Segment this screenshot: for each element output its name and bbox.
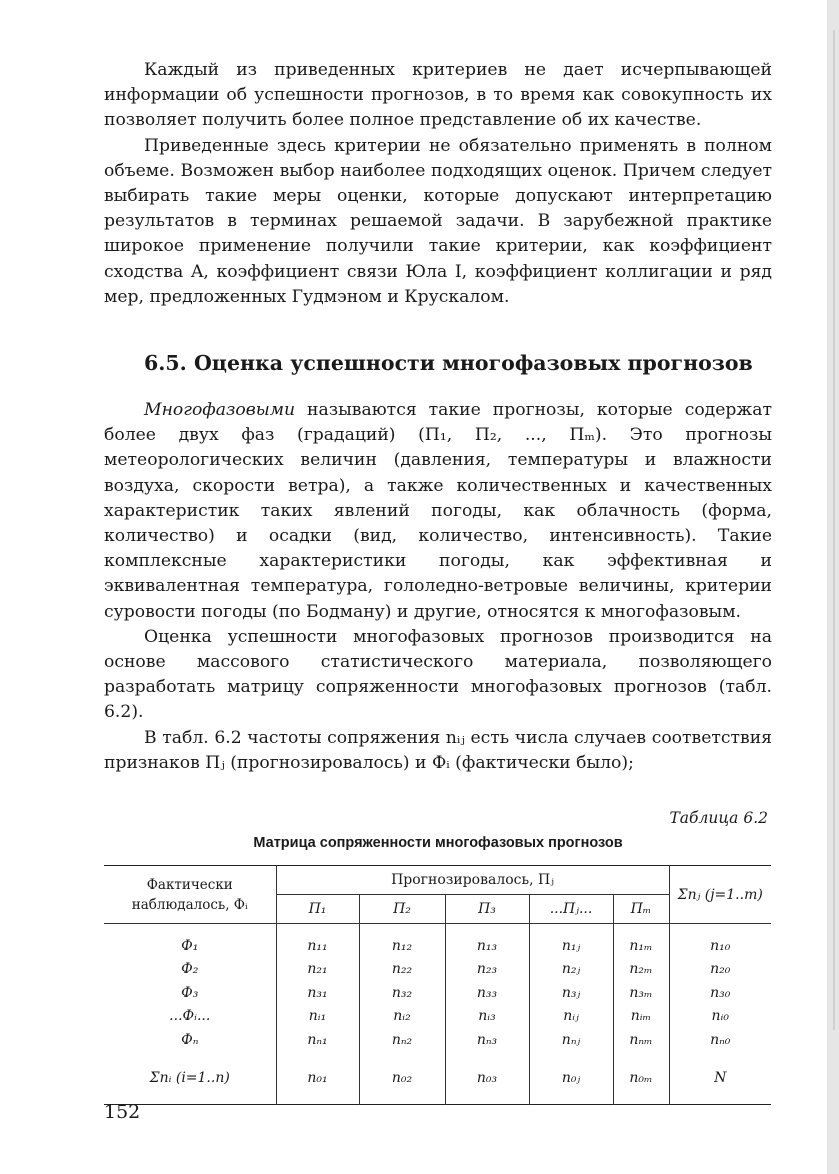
table-cell: n₁₀ [669,924,771,958]
table-cell: n₂ⱼ [529,958,613,982]
subheader-1: П₁ [276,895,359,924]
table-title: Матрица сопряженности многофазовых прогнозов [253,835,623,852]
row-label: Фₙ [181,1031,199,1048]
paragraph-3-lead: Многофазовыми [144,400,296,421]
subheader-5: Пₘ [613,895,669,924]
col-forecast-group-header: Прогнозировалось, Пⱼ [276,866,669,895]
table-row [104,924,771,958]
table-row [104,1005,771,1029]
sum-cell: n₀₁ [276,1052,359,1105]
table-cell: nₙ₃ [445,1028,529,1052]
table-cell: nₙₘ [613,1028,669,1052]
page-body [104,58,772,1105]
row-label: Ф₃ [181,984,199,1001]
paragraph-2-text: Приведенные здесь критерии не обязательно применять в полном объеме. Возможен выбор наиболее подходящих оценок. Причем следует выбирать такие меры оценки, которые допускают интерпретацию результатов в терминах решаемой задачи. В зарубежной практике широкое применение получили такие критерии, как коэффициент сходства A, коэффициент связи Юла I, коэффициент коллигации и ряд мер, предложенных Гудмэном и Крускалом. [104,135,772,307]
table-row [104,958,771,982]
table-caption: Таблица 6.2 [669,809,768,828]
table-cell: n₂₃ [445,958,529,982]
paragraph-3 [104,398,772,625]
table-cell: n₃ₘ [613,981,669,1005]
col-sum-header [669,866,771,924]
paragraph-5: В табл. 6.2 частоты сопряжения nᵢⱼ есть числа случаев соответствия признаков Пⱼ (прогнозировалось) и Фᵢ (фактически было); [104,727,772,773]
table-cell: nᵢₘ [613,1005,669,1029]
row-label: ...Фᵢ... [169,1008,211,1025]
subheader-4: ...Пⱼ... [529,895,613,924]
row-label: Ф₁ [181,937,199,954]
sum-cell: n₀₃ [445,1052,529,1105]
table-cell: n₁₁ [276,924,359,958]
table-cell: n₁ₘ [613,924,669,958]
table-cell: n₁ⱼ [529,924,613,958]
sum-row-label: Σnᵢ (i=1..n) [149,1069,230,1086]
contingency-table [104,865,771,1105]
table-cell: n₁₂ [359,924,445,958]
col-sum-header-text: Σnⱼ (j=1..m) [677,886,763,903]
table-cell: nᵢⱼ [529,1005,613,1029]
table-cell: n₃₁ [276,981,359,1005]
table-cell: nₙⱼ [529,1028,613,1052]
subheader-3: П₃ [445,895,529,924]
paragraph-3-text: называются такие прогнозы, которые содержат более двух фаз (градаций) (П₁, П₂, ..., Пₘ). Это прогнозы метеорологических величин (давления, температуры и влажности воздуха, скорости ветра), а также количественных и качественных характеристик таких явлений погоды, как облачность (форма, количество) и осадки (вид, количество, интенсивность). Такие комплексные характеристики погоды, как эффективная и эквивалентная температура, гололедно-ветровые величины, критерии суровости погоды (по Бодману) и другие, относятся к многофазовым. [104,400,772,622]
page-edge [827,0,839,1174]
table-cell: n₁₃ [445,924,529,958]
table-cell: nᵢ₃ [445,1005,529,1029]
table-row [104,981,771,1005]
table-cell: n₂ₘ [613,958,669,982]
page-edge-line [833,30,835,1030]
paragraph-2 [104,134,772,310]
page-number: 152 [104,1101,141,1123]
sum-cell: n₀ⱼ [529,1052,613,1105]
table-cell: nₙ₁ [276,1028,359,1052]
sum-cell: n₀ₘ [613,1052,669,1105]
sum-row [104,1052,771,1105]
col-observed-header: Фактически наблюдалось, Фᵢ [104,866,276,924]
section-title: 6.5. Оценка успешности многофазовых прогнозов [144,351,753,376]
table-cell: n₃₃ [445,981,529,1005]
sum-cell: N [669,1052,771,1105]
table-cell: nₙ₀ [669,1028,771,1052]
table-cell: n₃ⱼ [529,981,613,1005]
subheader-2: П₂ [359,895,445,924]
row-label: Ф₂ [181,961,199,978]
table-cell: n₂₀ [669,958,771,982]
table-cell: nᵢ₀ [669,1005,771,1029]
table-cell: n₂₂ [359,958,445,982]
table-row [104,1028,771,1052]
table-cell: n₃₂ [359,981,445,1005]
paragraph-4: Оценка успешности многофазовых прогнозов производится на основе массового статистического материала, позволяющего разработать матрицу сопряженности многофазовых прогнозов (табл. 6.2). [104,626,772,723]
table-cell: nᵢ₂ [359,1005,445,1029]
table-cell: nᵢ₁ [276,1005,359,1029]
table-cell: n₃₀ [669,981,771,1005]
table-cell: n₂₁ [276,958,359,982]
sum-cell: n₀₂ [359,1052,445,1105]
table-cell: nₙ₂ [359,1028,445,1052]
table-body [104,924,771,1105]
paragraph-1: Каждый из приведенных критериев не дает исчерпывающей информации об успешности прогнозов, в то время как совокупность их позволяет получить более полное представление об их качестве. [104,60,772,131]
